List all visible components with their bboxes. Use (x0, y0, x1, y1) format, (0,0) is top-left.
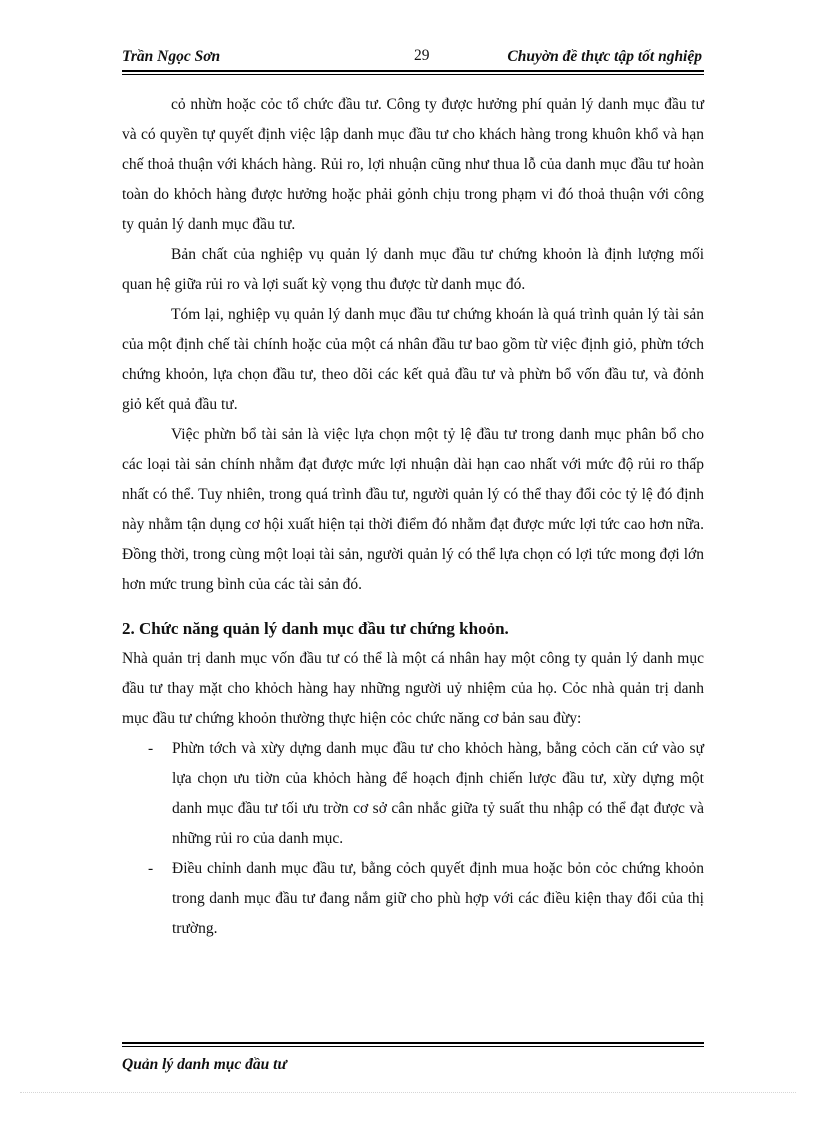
section-heading: 2. Chức năng quản lý danh mục đầu tư chứng khoỏn. (122, 619, 509, 638)
header-author: Trần Ngọc Sơn (122, 48, 221, 65)
body-paragraph-3: Tóm lại, nghiệp vụ quản lý danh mục đầu tư chứng khoán là quá trình quản lý tài sản của một định chế tài chính hoặc của một cá nhân đầu tư bao gồm từ việc định giỏ, phừn tớch chứng khoỏn, lựa chọn đầu tư, theo dõi các kết quả đầu tư và phừn bổ vốn đầu tư, và đỏnh giỏ kết quả đầu tư. (122, 306, 704, 413)
list-item-text: Điều chỉnh danh mục đầu tư, bằng cỏch quyết định mua hoặc bỏn cỏc chứng khoỏn trong danh mục đầu tư đang nắm giữ cho phù hợp với các điều kiện thay đổi của thị trường. (172, 860, 704, 937)
footer-rule-thin (122, 1046, 704, 1047)
header-rule-thick (122, 70, 704, 72)
list-item-text: Phừn tớch và xừy dựng danh mục đầu tư cho khỏch hàng, bằng cỏch căn cứ vào sự lựa chọn ưu tiờn của khỏch hàng để hoạch định chiến lược đầu tư, xừy dựng một danh mục đầu tư tối ưu trờn cơ sở cân nhắc giữa tỷ suất thu nhập có thể đạt được và những rủi ro của danh mục. (172, 740, 704, 847)
body-paragraph-1: cỏ nhừn hoặc cỏc tổ chức đầu tư. Công ty được hưởng phí quản lý danh mục đầu tư và có quyền tự quyết định việc lập danh mục đầu tư cho khách hàng trong khuôn khổ và hạn chế thoả thuận với khách hàng. Rủi ro, lợi nhuận cũng như thua lỗ của danh mục đầu tư hoàn toàn do khỏch hàng được hưởng hoặc phải gỏnh chịu trong phạm vi đó thoả thuận với công ty quản lý danh mục đầu tư. (122, 96, 704, 233)
function-list (122, 734, 704, 944)
dash-bullet: - (148, 860, 154, 877)
footer-rule-thick (122, 1042, 704, 1044)
body-paragraph-2: Bản chất của nghiệp vụ quản lý danh mục đầu tư chứng khoỏn là định lượng mối quan hệ giữa rủi ro và lợi suất kỳ vọng thu được từ danh mục đó. (122, 246, 704, 293)
page-header (122, 46, 702, 70)
page-number: 29 (414, 47, 430, 64)
page-edge-line (20, 1092, 796, 1093)
section-intro: Nhà quản trị danh mục vốn đầu tư có thể là một cá nhân hay một công ty quản lý danh mục đầu tư thay mặt cho khỏch hàng hay những người uỷ nhiệm của họ. Cỏc nhà quản trị danh mục đầu tư chứng khoỏn thường thực hiện cỏc chức năng cơ bản sau đừy: (122, 650, 704, 727)
page-footer: Quản lý danh mục đầu tư (122, 1056, 287, 1073)
header-rule-thin (122, 74, 704, 75)
header-title: Chuyờn đề thực tập tốt nghiệp (507, 48, 702, 65)
page-body (122, 90, 704, 944)
dash-bullet: - (148, 740, 154, 757)
list-item (122, 854, 704, 944)
list-item (122, 734, 704, 854)
body-paragraph-4: Việc phừn bổ tài sản là việc lựa chọn một tỷ lệ đầu tư trong danh mục phân bổ cho các loại tài sản chính nhằm đạt được mức lợi nhuận dài hạn cao nhất với mức độ rủi ro thấp nhất có thể. Tuy nhiên, trong quá trình đầu tư, người quản lý có thể thay đổi cỏc tỷ lệ đó định này nhằm tận dụng cơ hội xuất hiện tại thời điểm đó nhằm đạt được mức lợi tức cao hơn nữa. Đồng thời, trong cùng một loại tài sản, người quản lý có thể lựa chọn có lợi tức mong đợi lớn hơn mức trung bình của các tài sản đó. (122, 426, 704, 593)
